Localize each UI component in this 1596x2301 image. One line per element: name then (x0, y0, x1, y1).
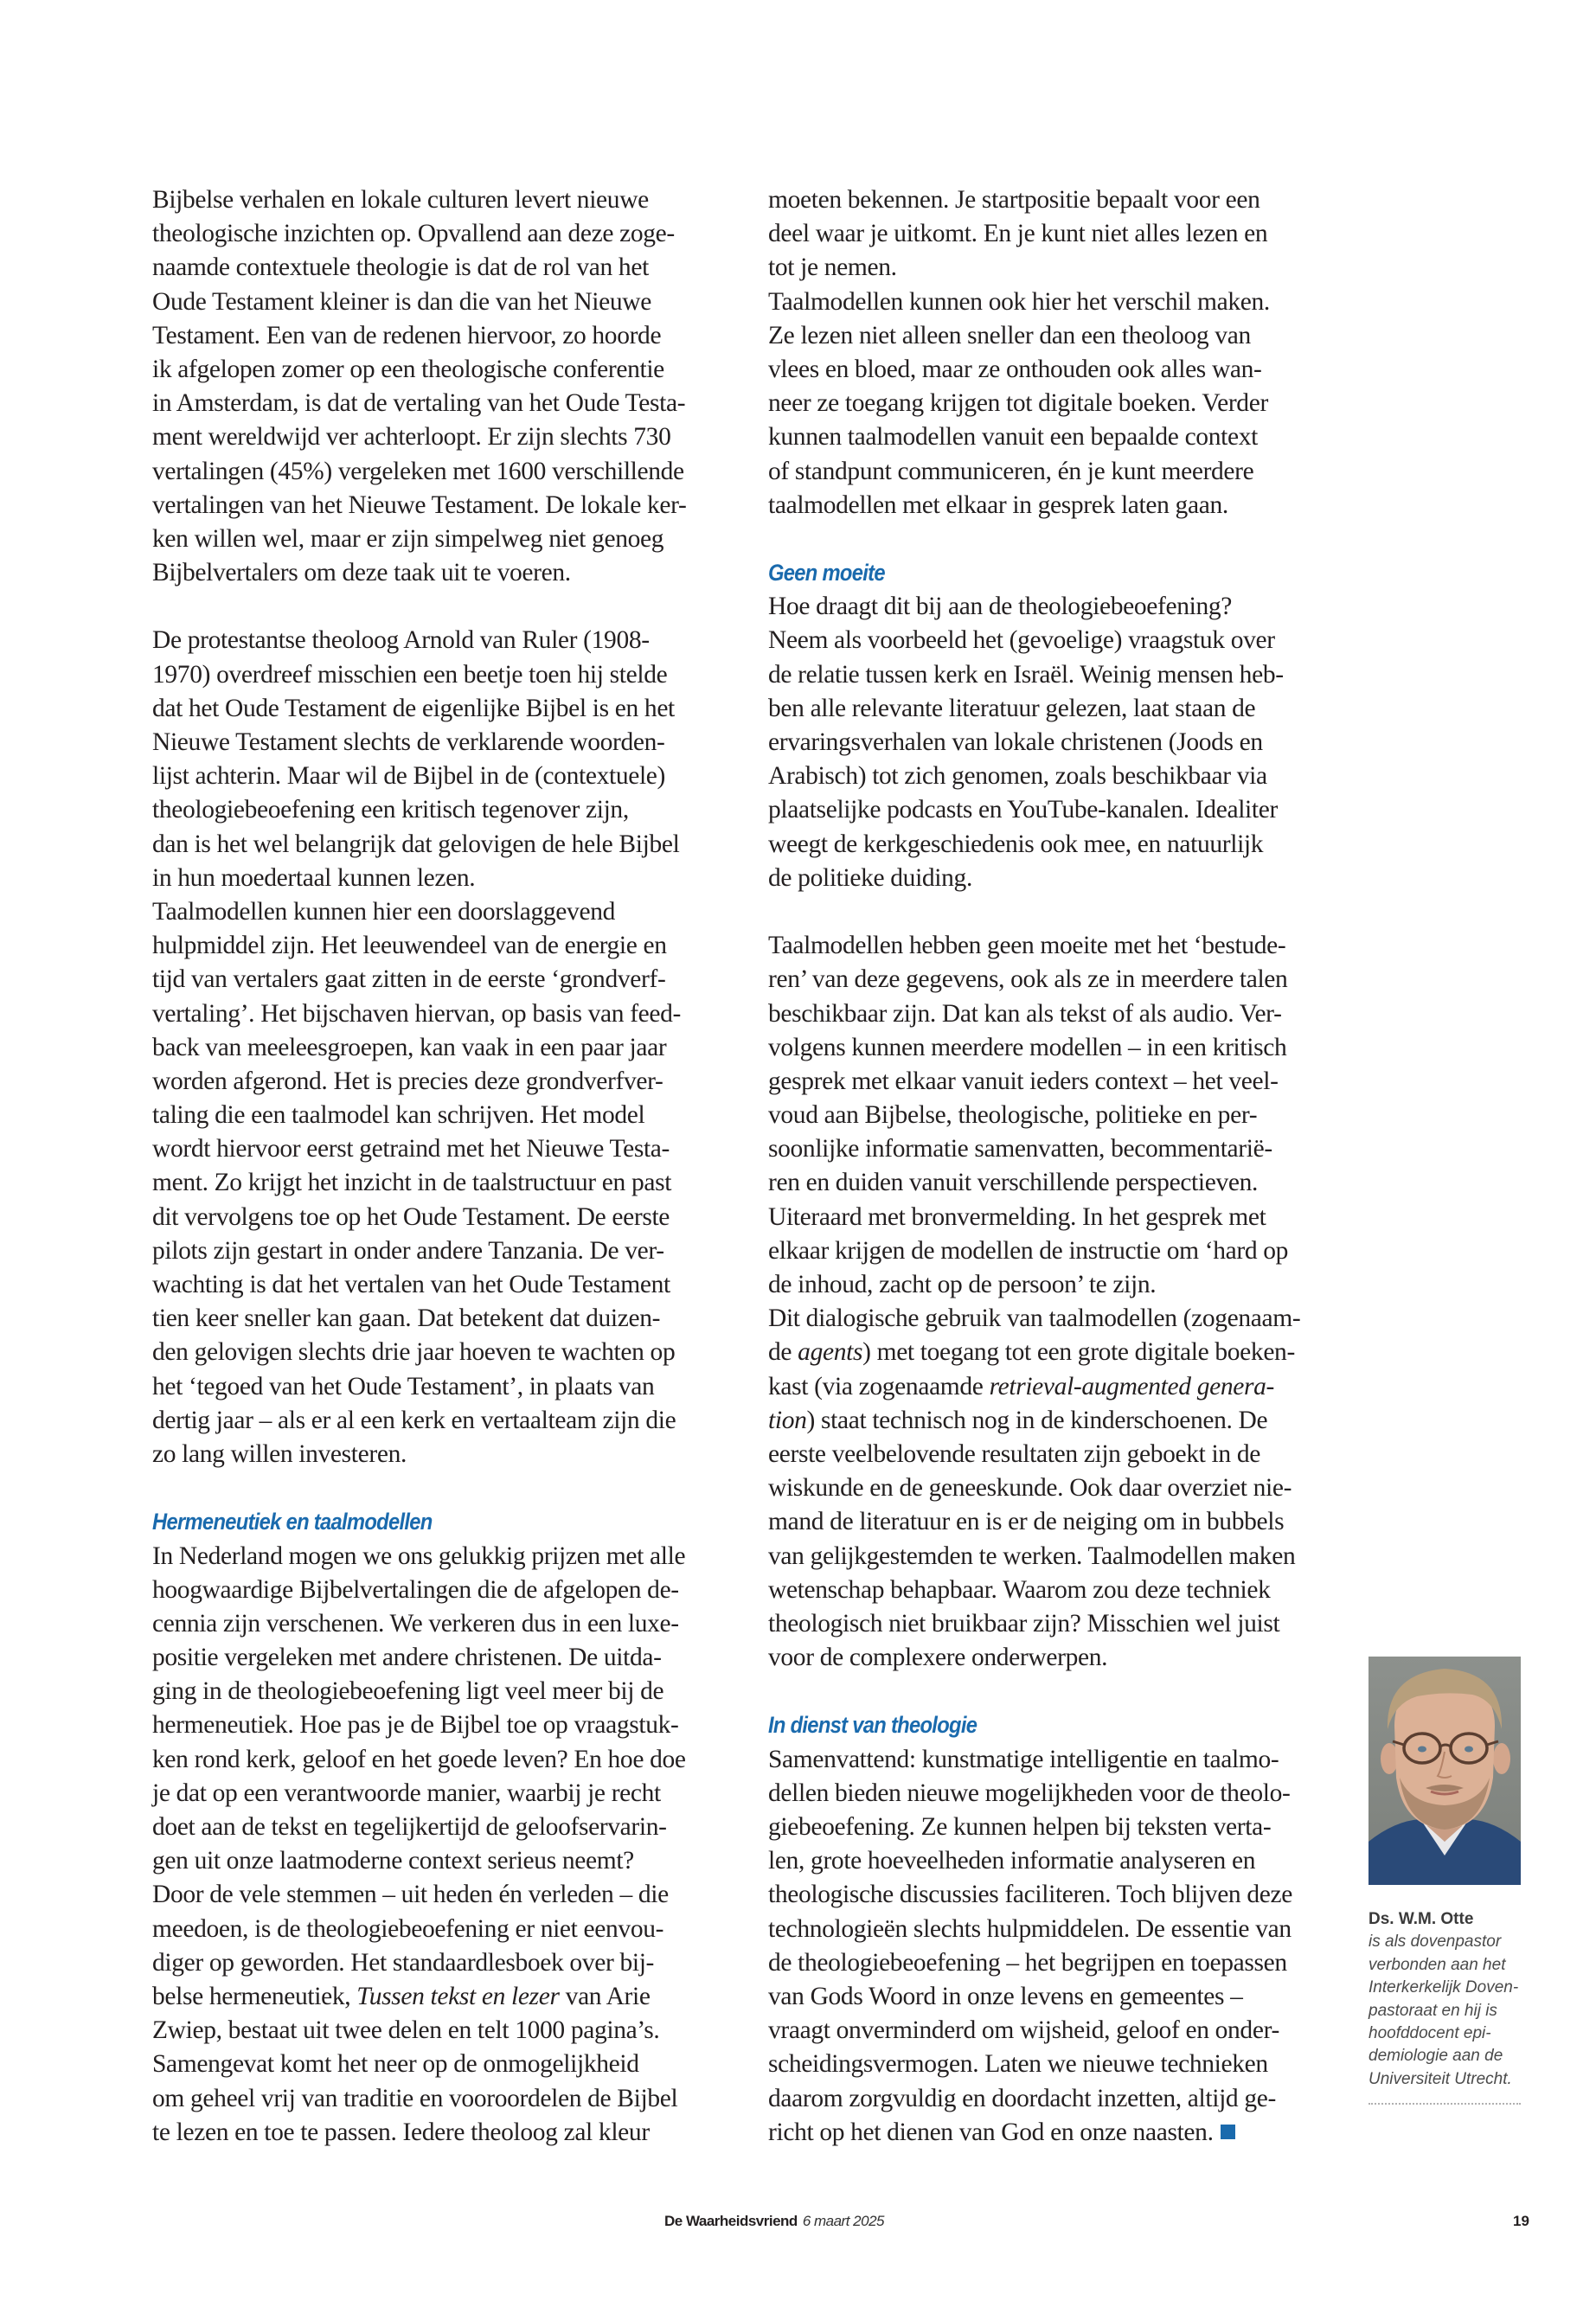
body-text-line (152, 1234, 727, 1268)
text-run: worden afgerond. Het is precies deze grondverfver- (152, 1067, 663, 1095)
article-end-square-icon (1221, 2125, 1235, 2139)
text-run: tijd van vertalers gaat zitten in de eerste ‘grondverf- (152, 965, 666, 994)
text-run: ren’ van deze gegevens, ook als ze in meerdere talen (768, 965, 1288, 994)
text-run: elkaar krijgen de modellen de instructie om ‘hard op (768, 1236, 1289, 1265)
body-text-line (152, 1777, 727, 1811)
author-caption (1368, 1908, 1533, 2105)
author-bio-line: is als dovenpastor (1368, 1932, 1502, 1952)
body-text-line (152, 963, 727, 997)
text-run: In Nederland mogen we ons gelukkig prijzen met alle (152, 1541, 686, 1570)
body-text-line (768, 1641, 1343, 1675)
body-text-line (768, 862, 1343, 895)
body-text-line (152, 1641, 727, 1675)
article-column-left (152, 183, 727, 2150)
body-text-line (768, 1574, 1343, 1607)
text-run: vertalingen (45%) vergeleken met 1600 verschillende (152, 457, 684, 485)
body-text-line (152, 217, 727, 251)
body-text-line (152, 556, 727, 590)
body-text-line (152, 1675, 727, 1708)
text-run: ken rond kerk, geloof en het goede leven? En hoe doe (152, 1745, 686, 1773)
body-text-line (152, 658, 727, 692)
text-run: dertig jaar – als er al een kerk en vertaalteam zijn die (152, 1406, 676, 1434)
body-text-line (152, 1031, 727, 1065)
body-text-line (152, 793, 727, 827)
italic-term: tion (768, 1406, 807, 1434)
text-run: Ze lezen niet alleen sneller dan een theoloog van (768, 321, 1251, 349)
author-bio-line: pastoraat en hij is (1368, 2001, 1497, 2020)
body-text-line (768, 692, 1343, 726)
body-text-line (768, 1370, 1343, 1404)
text-run: dat het Oude Testament de eigenlijke Bijbel is en het (152, 694, 675, 722)
body-text-line (152, 1132, 727, 1166)
body-text-line (152, 1708, 727, 1742)
text-run: tien keer sneller kan gaan. Dat betekent dat duizen- (152, 1304, 661, 1333)
body-text-line (152, 2048, 727, 2081)
text-run: om geheel vrij van traditie en vooroordelen de Bijbel (152, 2084, 678, 2112)
text-run: ervaringsverhalen van lokale christenen (Joods en (768, 728, 1263, 756)
body-text-line (152, 1946, 727, 1980)
text-run: naamde contextuele theologie is dat de rol van het (152, 253, 649, 282)
body-text-line (152, 1166, 727, 1200)
text-run: Taalmodellen kunnen ook hier het verschil maken. (768, 287, 1270, 316)
body-text-line (152, 2082, 727, 2116)
text-run: lijst achterin. Maar wil de Bijbel in de (contextuele) (152, 762, 666, 791)
text-run: technologieën slechts hulpmiddelen. De essentie van (768, 1914, 1292, 1943)
text-run: te lezen en toe te passen. Iedere theoloog zal kleur (152, 2118, 650, 2146)
text-run: belse hermeneutiek, (152, 1982, 357, 2010)
page-number: 19 (1513, 2213, 1529, 2229)
body-text-line (152, 420, 727, 454)
paragraph-gap (768, 522, 1343, 556)
body-text-line (152, 1404, 727, 1438)
body-text-line (768, 1201, 1343, 1234)
text-run: weegt de kerkgeschiedenis ook mee, en natuurlijk (768, 830, 1264, 858)
body-text-line (152, 1574, 727, 1607)
text-run: positie vergeleken met andere christenen. De uitda- (152, 1644, 662, 1672)
body-text-line (768, 1031, 1343, 1065)
body-text-line (152, 455, 727, 489)
paragraph-gap (768, 895, 1343, 929)
text-run: den gelovigen slechts drie jaar hoeven te wachten op (152, 1338, 676, 1367)
body-text-line (768, 1471, 1343, 1505)
body-text-line (152, 1099, 727, 1132)
text-run: mand de literatuur en is er de neiging om in bubbels (768, 1508, 1285, 1536)
author-portrait-image (1368, 1657, 1521, 1885)
body-text-line (152, 1980, 727, 2014)
author-name: Ds. W.M. Otte (1368, 1910, 1474, 1928)
text-run: je dat op een verantwoorde manier, waarbij je recht (152, 1779, 661, 1807)
text-run: voor de complexere onderwerpen. (768, 1644, 1108, 1672)
body-text-line (152, 997, 727, 1031)
author-bio-line: Interkerkelijk Doven- (1368, 1978, 1519, 1997)
text-run: beschikbaar zijn. Dat kan als tekst of als audio. Ver- (768, 999, 1282, 1028)
text-run: het ‘tegoed van het Oude Testament’, in plaats van (152, 1372, 655, 1400)
text-run: Samengevat komt het neer op de onmogelijkheid (152, 2050, 639, 2079)
body-text-line (768, 963, 1343, 997)
paragraph-gap (768, 1675, 1343, 1708)
text-run: Nieuwe Testament slechts de verklarende woorden- (152, 728, 665, 756)
body-text-line (768, 420, 1343, 454)
text-run: Testament. Een van de redenen hiervoor, zo hoorde (152, 321, 662, 349)
body-text-line (152, 2014, 727, 2048)
text-run: scheidingsvermogen. Laten we nieuwe technieken (768, 2050, 1268, 2079)
text-run: van gelijkgestemden te werken. Taalmodellen maken (768, 1541, 1296, 1570)
section-heading: In dienst van theologie (768, 1712, 977, 1739)
text-run: soonlijke informatie samenvatten, becommentarië- (768, 1135, 1272, 1163)
text-run: zo lang willen investeren. (152, 1439, 407, 1468)
text-run: Arabisch) tot zich genomen, zoals beschikbaar via (768, 762, 1267, 791)
text-run: in hun moedertaal kunnen lezen. (152, 863, 476, 892)
body-text-line (768, 217, 1343, 251)
text-run: ging in de theologiebeoefening ligt veel meer bij de (152, 1677, 664, 1706)
text-run: 1970) overdreef misschien een beetje toen hij stelde (152, 660, 668, 689)
body-text-line (152, 1065, 727, 1099)
text-run: theologiebeoefening een kritisch tegenover zijn, (152, 796, 629, 824)
body-text-line (768, 624, 1343, 657)
text-run: de relatie tussen kerk en Israël. Weinig mensen heb- (768, 660, 1284, 689)
text-run: gen uit onze laatmoderne context serieus neemt? (152, 1847, 634, 1875)
text-run: pilots zijn gestart in onder andere Tanzania. De ver- (152, 1236, 664, 1265)
text-run: back van meeleesgroepen, kan vaak in een paar jaar (152, 1033, 667, 1061)
body-text-line (768, 997, 1343, 1031)
italic-term: Tussen tekst en lezer (356, 1982, 560, 2010)
body-text-line (768, 1980, 1343, 2014)
text-run: giebeoefening. Ze kunnen helpen bij teksten verta- (768, 1813, 1272, 1841)
body-text-line (152, 1743, 727, 1777)
text-run: eerste veelbelovende resultaten zijn geboekt in de (768, 1439, 1260, 1468)
text-run: hoogwaardige Bijbelvertalingen die de afgelopen de- (152, 1575, 679, 1604)
section-heading: Geen moeite (768, 560, 885, 586)
body-text-line (152, 489, 727, 522)
body-text-line (152, 1540, 727, 1574)
text-run: cennia zijn verschenen. We verkeren dus in een luxe- (152, 1609, 679, 1638)
body-text-line (152, 1370, 727, 1404)
text-run: ken willen wel, maar er zijn simpelweg niet genoeg (152, 524, 664, 553)
publication-date: 6 maart 2025 (802, 2213, 884, 2229)
text-run: ) staat technisch nog in de kinderschoenen. De (806, 1406, 1268, 1434)
text-run: dellen bieden nieuwe mogelijkheden voor de theolo- (768, 1779, 1291, 1807)
body-text-line (768, 455, 1343, 489)
paragraph-gap (152, 1471, 727, 1505)
body-text-line (152, 1268, 727, 1302)
text-run: de theologiebeoefening – het begrijpen en toepassen (768, 1948, 1287, 1977)
body-text-line (768, 1302, 1343, 1336)
author-bio-line: Universiteit Utrecht. (1368, 2069, 1512, 2088)
body-text-line (768, 1132, 1343, 1166)
text-run: volgens kunnen meerdere modellen – in een kritisch (768, 1033, 1287, 1061)
body-text-line (768, 1404, 1343, 1438)
text-run: van Gods Woord in onze levens en gemeentes – (768, 1982, 1243, 2010)
body-text-line (768, 2116, 1343, 2150)
text-run: daarom zorgvuldig en doordacht inzetten, altijd ge- (768, 2084, 1276, 2112)
text-run: wachting is dat het vertalen van het Oude Testament (152, 1271, 670, 1298)
text-run: deel waar je uitkomt. En je kunt niet alles lezen en (768, 220, 1268, 248)
body-text-line (768, 1743, 1343, 1777)
text-run: Bijbelvertalers om deze taak uit te voeren. (152, 559, 571, 587)
body-text-line (152, 1336, 727, 1369)
body-text-line (768, 658, 1343, 692)
publication-name: De Waarheidsvriend (664, 2213, 798, 2229)
body-text-line (768, 353, 1343, 387)
text-run: gesprek met elkaar vanuit ieders context – het veel- (768, 1067, 1279, 1095)
text-run: Hoe draagt dit bij aan de theologiebeoefening? (768, 593, 1232, 621)
paragraph-gap (152, 590, 727, 624)
text-run: dan is het wel belangrijk dat gelovigen de hele Bijbel (152, 830, 680, 858)
body-text-line (768, 1607, 1343, 1641)
body-text-line (768, 1166, 1343, 1200)
text-run: ment wereldwijd ver achterloopt. Er zijn slechts 730 (152, 423, 671, 452)
text-run: Dit dialogische gebruik van taalmodellen (zogenaam- (768, 1304, 1301, 1333)
footer-publication (664, 2213, 884, 2230)
text-run: moeten bekennen. Je startpositie bepaalt voor een (768, 186, 1260, 214)
text-run: Taalmodellen hebben geen moeite met het ‘bestude- (768, 932, 1286, 960)
text-run: wordt hiervoor eerst getraind met het Nieuwe Testa- (152, 1135, 670, 1163)
text-run: De protestantse theoloog Arnold van Ruler (1908- (152, 626, 650, 655)
text-run: van Arie (559, 1982, 651, 2010)
text-run: wiskunde en de geneeskunde. Ook daar overziet nie- (768, 1474, 1292, 1503)
body-text-line (152, 285, 727, 319)
author-bio-line: verbonden aan het (1368, 1955, 1506, 1974)
body-text-line (768, 828, 1343, 862)
body-text-line (152, 862, 727, 895)
text-run: Taalmodellen kunnen hier een doorslaggevend (152, 897, 615, 926)
text-run: ) met toegang tot een grote digitale boeken- (862, 1338, 1295, 1367)
body-text-line (152, 726, 727, 760)
author-bio (1368, 1931, 1533, 2091)
text-run: in Amsterdam, is dat de vertaling van het Oude Testa- (152, 389, 686, 418)
body-text-line (768, 1268, 1343, 1302)
text-run: doet aan de tekst en tegelijkertijd de geloofservarin- (152, 1813, 667, 1841)
body-text-line (768, 1777, 1343, 1811)
body-text-line (152, 1302, 727, 1336)
body-text-line (152, 624, 727, 657)
author-bio-line: hoofddocent epi- (1368, 2024, 1491, 2043)
body-text-line (768, 1878, 1343, 1912)
author-photo (1368, 1657, 1521, 1885)
body-text-line (768, 2014, 1343, 2048)
text-run: kast (via zogenaamde (768, 1372, 990, 1400)
text-run: taalmodellen met elkaar in gesprek laten gaan. (768, 490, 1228, 519)
italic-term: agents (798, 1338, 863, 1367)
body-text-line (768, 1811, 1343, 1844)
body-text-line (768, 590, 1343, 624)
text-run: Oude Testament kleiner is dan die van het Nieuwe (152, 287, 651, 316)
text-run: Door de vele stemmen – uit heden én verleden – die (152, 1881, 669, 1909)
text-run: ben alle relevante literatuur gelezen, laat staan de (768, 694, 1256, 722)
text-run: meedoen, is de theologiebeoefening er niet eenvou- (152, 1914, 664, 1943)
body-text-line (152, 353, 727, 387)
text-run: vertaling’. Het bijschaven hiervan, op basis van feed- (152, 999, 682, 1028)
body-text-line (152, 1607, 727, 1641)
body-text-line (768, 1540, 1343, 1574)
body-text-line (152, 1844, 727, 1878)
text-run: richt op het dienen van God en onze naasten. (768, 2118, 1214, 2146)
body-text-line (152, 319, 727, 353)
italic-term: retrieval-augmented genera- (989, 1372, 1274, 1400)
body-text-line (152, 929, 727, 963)
body-text-line (152, 251, 727, 285)
body-text-line (768, 1913, 1343, 1946)
text-run: ik afgelopen zomer op een theologische conferentie (152, 355, 664, 383)
text-run: Samenvattend: kunstmatige intelligentie en taalmo- (768, 1745, 1279, 1773)
body-text-line (152, 2116, 727, 2150)
body-text-line (768, 1946, 1343, 1980)
body-text-line (768, 1844, 1343, 1878)
text-run: taling die een taalmodel kan schrijven. Het model (152, 1101, 645, 1130)
body-text-line (768, 1234, 1343, 1268)
text-run: de inhoud, zacht op de persoon’ te zijn. (768, 1271, 1157, 1298)
text-run: tot je nemen. (768, 253, 897, 282)
body-text-line (768, 489, 1343, 522)
text-run: theologische inzichten op. Opvallend aan deze zoge- (152, 220, 675, 248)
caption-divider (1368, 2103, 1521, 2105)
text-run: vlees en bloed, maar ze onthouden ook alles wan- (768, 355, 1262, 383)
article-column-right (768, 183, 1343, 2150)
body-text-line (152, 1438, 727, 1471)
text-run: neer ze toegang krijgen tot digitale boeken. Verder (768, 389, 1268, 418)
body-text-line (768, 929, 1343, 963)
body-text-line (152, 895, 727, 929)
text-run: plaatselijke podcasts en YouTube-kanalen. Idealiter (768, 796, 1278, 824)
body-text-line (768, 726, 1343, 760)
body-text-line (152, 387, 727, 420)
text-run: dit vervolgens toe op het Oude Testament. De eerste (152, 1202, 670, 1231)
text-run: hulpmiddel zijn. Het leeuwendeel van de energie en (152, 932, 667, 960)
body-text-line (768, 1065, 1343, 1099)
text-run: Neem als voorbeeld het (gevoelige) vraagstuk over (768, 626, 1275, 655)
text-run: vertalingen van het Nieuwe Testament. De lokale ker- (152, 490, 687, 519)
text-run: Bijbelse verhalen en lokale culturen levert nieuwe (152, 186, 649, 214)
body-text-line (152, 1201, 727, 1234)
text-run: kunnen taalmodellen vanuit een bepaalde context (768, 423, 1258, 452)
text-run: wetenschap behapbaar. Waarom zou deze techniek (768, 1575, 1271, 1604)
text-run: ment. Zo krijgt het inzicht in de taalstructuur en past (152, 1169, 672, 1197)
text-run: theologische discussies faciliteren. Toch blijven deze (768, 1881, 1292, 1909)
body-text-line (152, 183, 727, 217)
body-text-line (768, 793, 1343, 827)
body-text-line (768, 183, 1343, 217)
body-text-line (768, 1099, 1343, 1132)
text-run: diger op geworden. Het standaardlesboek over bij- (152, 1948, 655, 1977)
body-text-line (152, 692, 727, 726)
text-run: voud aan Bijbelse, theologische, politieke en per- (768, 1101, 1258, 1130)
author-bio-line: demiologie aan de (1368, 2047, 1503, 2066)
body-text-line (768, 1336, 1343, 1369)
text-run: vraagt onverminderd om wijsheid, geloof en onder- (768, 2016, 1279, 2045)
body-text-line (152, 1913, 727, 1946)
body-text-line (152, 1878, 727, 1912)
text-run: Zwiep, bestaat uit twee delen en telt 1000 pagina’s. (152, 2016, 660, 2045)
body-text-line (768, 1438, 1343, 1471)
body-text-line (152, 522, 727, 556)
body-text-line (768, 319, 1343, 353)
text-run: len, grote hoeveelheden informatie analyseren en (768, 1847, 1256, 1875)
body-text-line (152, 760, 727, 793)
section-heading: Hermeneutiek en taalmodellen (152, 1509, 433, 1535)
body-text-line (768, 285, 1343, 319)
body-text-line (768, 251, 1343, 285)
text-run: theologisch niet bruikbaar zijn? Misschien wel juist (768, 1609, 1280, 1638)
body-text-line (768, 2048, 1343, 2081)
body-text-line (768, 387, 1343, 420)
body-text-line (152, 1811, 727, 1844)
text-run: ren en duiden vanuit verschillende perspectieven. (768, 1169, 1259, 1197)
body-text-line (768, 1505, 1343, 1539)
text-run: de (768, 1338, 798, 1367)
text-run: Uiteraard met bronvermelding. In het gesprek met (768, 1202, 1266, 1231)
text-run: of standpunt communiceren, én je kunt meerdere (768, 457, 1254, 485)
body-text-line (768, 760, 1343, 793)
body-text-line (768, 2082, 1343, 2116)
text-run: hermeneutiek. Hoe pas je de Bijbel toe op vraagstuk- (152, 1711, 679, 1740)
body-text-line (152, 828, 727, 862)
text-run: de politieke duiding. (768, 863, 972, 892)
